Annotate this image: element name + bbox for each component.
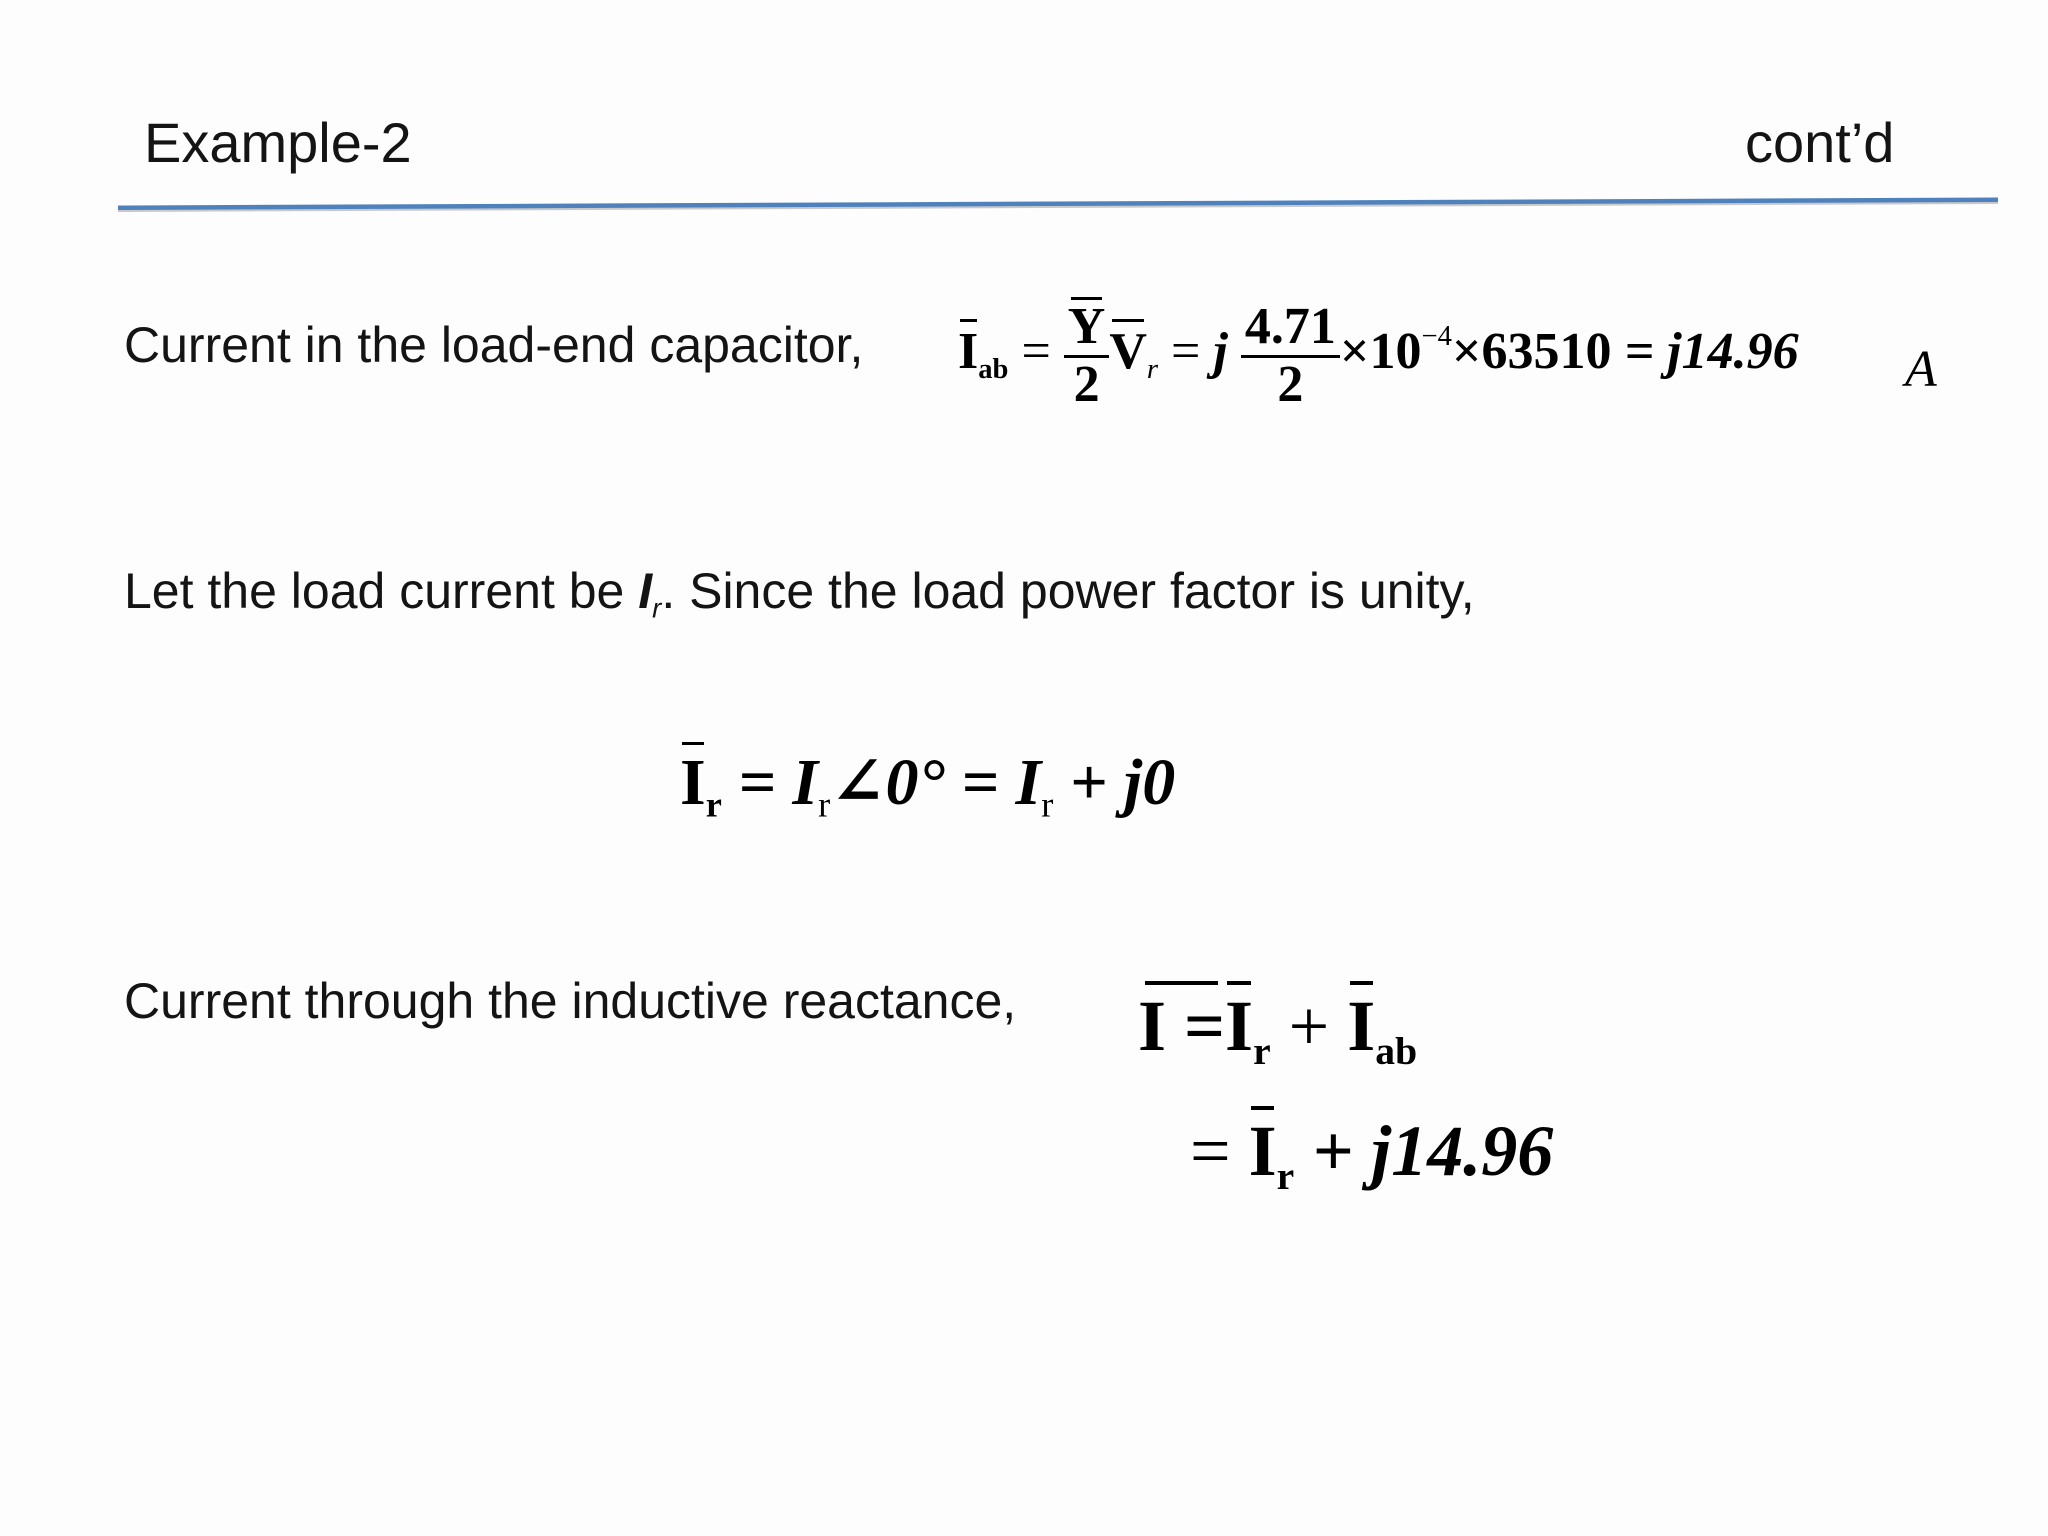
inductive-current-result: + j14.96 xyxy=(1312,1111,1554,1191)
capacitor-current-equation: $I_{ab}$ = $\frac{Y}{2}$ $V_r = j$ $\frac{4.71}{2}$ $\times 10^{-4}\times 63510 = j14.96$ xyxy=(958,298,1799,413)
i-r-subscript: r xyxy=(705,784,722,825)
y-symbol: Y xyxy=(1067,298,1106,355)
inductive-current-equation-line1 xyxy=(1138,985,1417,1074)
slide-title: Example-2 xyxy=(144,111,412,174)
rectangular-subscript: r xyxy=(1041,784,1054,825)
v-subscript: r xyxy=(1146,354,1159,386)
load-current-equation xyxy=(680,742,1175,826)
magnitude-term: = I xyxy=(738,746,819,819)
magnitude-subscript: r xyxy=(818,784,831,825)
inductive-current-text: Current through the inductive reactance, xyxy=(124,973,1017,1029)
load-current-var: I xyxy=(638,563,653,619)
title-divider xyxy=(118,196,1998,212)
y-over-2-fraction xyxy=(1064,300,1110,412)
i-r-term: I xyxy=(1225,986,1254,1066)
v-symbol: V xyxy=(1109,323,1147,381)
inductive-current-equation-line2 xyxy=(1190,1110,1553,1199)
capacitor-current-result: = j14.96 xyxy=(1624,323,1799,381)
load-current-sub: r xyxy=(652,592,662,624)
imaginary-term: + j0 xyxy=(1069,746,1176,819)
admittance-fraction xyxy=(1241,300,1340,412)
times-voltage: ×63510 xyxy=(1451,323,1612,381)
plus-sign: + xyxy=(1288,986,1330,1066)
admittance-numerator: 4.71 xyxy=(1241,300,1340,358)
i-r-term-line2: I xyxy=(1248,1111,1277,1191)
fraction-denominator: 2 xyxy=(1073,355,1100,413)
i-r-term-subscript: r xyxy=(1253,1028,1271,1073)
i-ab-symbol: I xyxy=(958,323,979,381)
angle-term: ∠0° = I xyxy=(830,746,1042,819)
j-operator: j xyxy=(1213,323,1228,381)
times-ten: ×10 xyxy=(1339,323,1422,381)
exponent: −4 xyxy=(1421,321,1452,353)
load-current-text-pre: Let the load current be xyxy=(124,563,639,619)
i-total-symbol: I = xyxy=(1138,986,1226,1066)
i-ab-subscript: ab xyxy=(978,354,1009,386)
equals-sign: = xyxy=(1190,1111,1231,1191)
continued-label: cont’d xyxy=(1745,111,1895,174)
admittance-denominator: 2 xyxy=(1277,355,1304,413)
ampere-unit: A xyxy=(1905,341,1937,398)
capacitor-current-text: Current in the load-end capacitor, xyxy=(124,317,864,373)
i-r-symbol: I xyxy=(680,746,706,819)
i-ab-term-subscript: ab xyxy=(1375,1028,1418,1073)
i-ab-term: I xyxy=(1347,986,1376,1066)
i-r-term-line2-subscript: r xyxy=(1276,1153,1295,1198)
load-current-text-post: . Since the load power factor is unity, xyxy=(661,563,1475,619)
load-current-text xyxy=(124,563,1475,624)
